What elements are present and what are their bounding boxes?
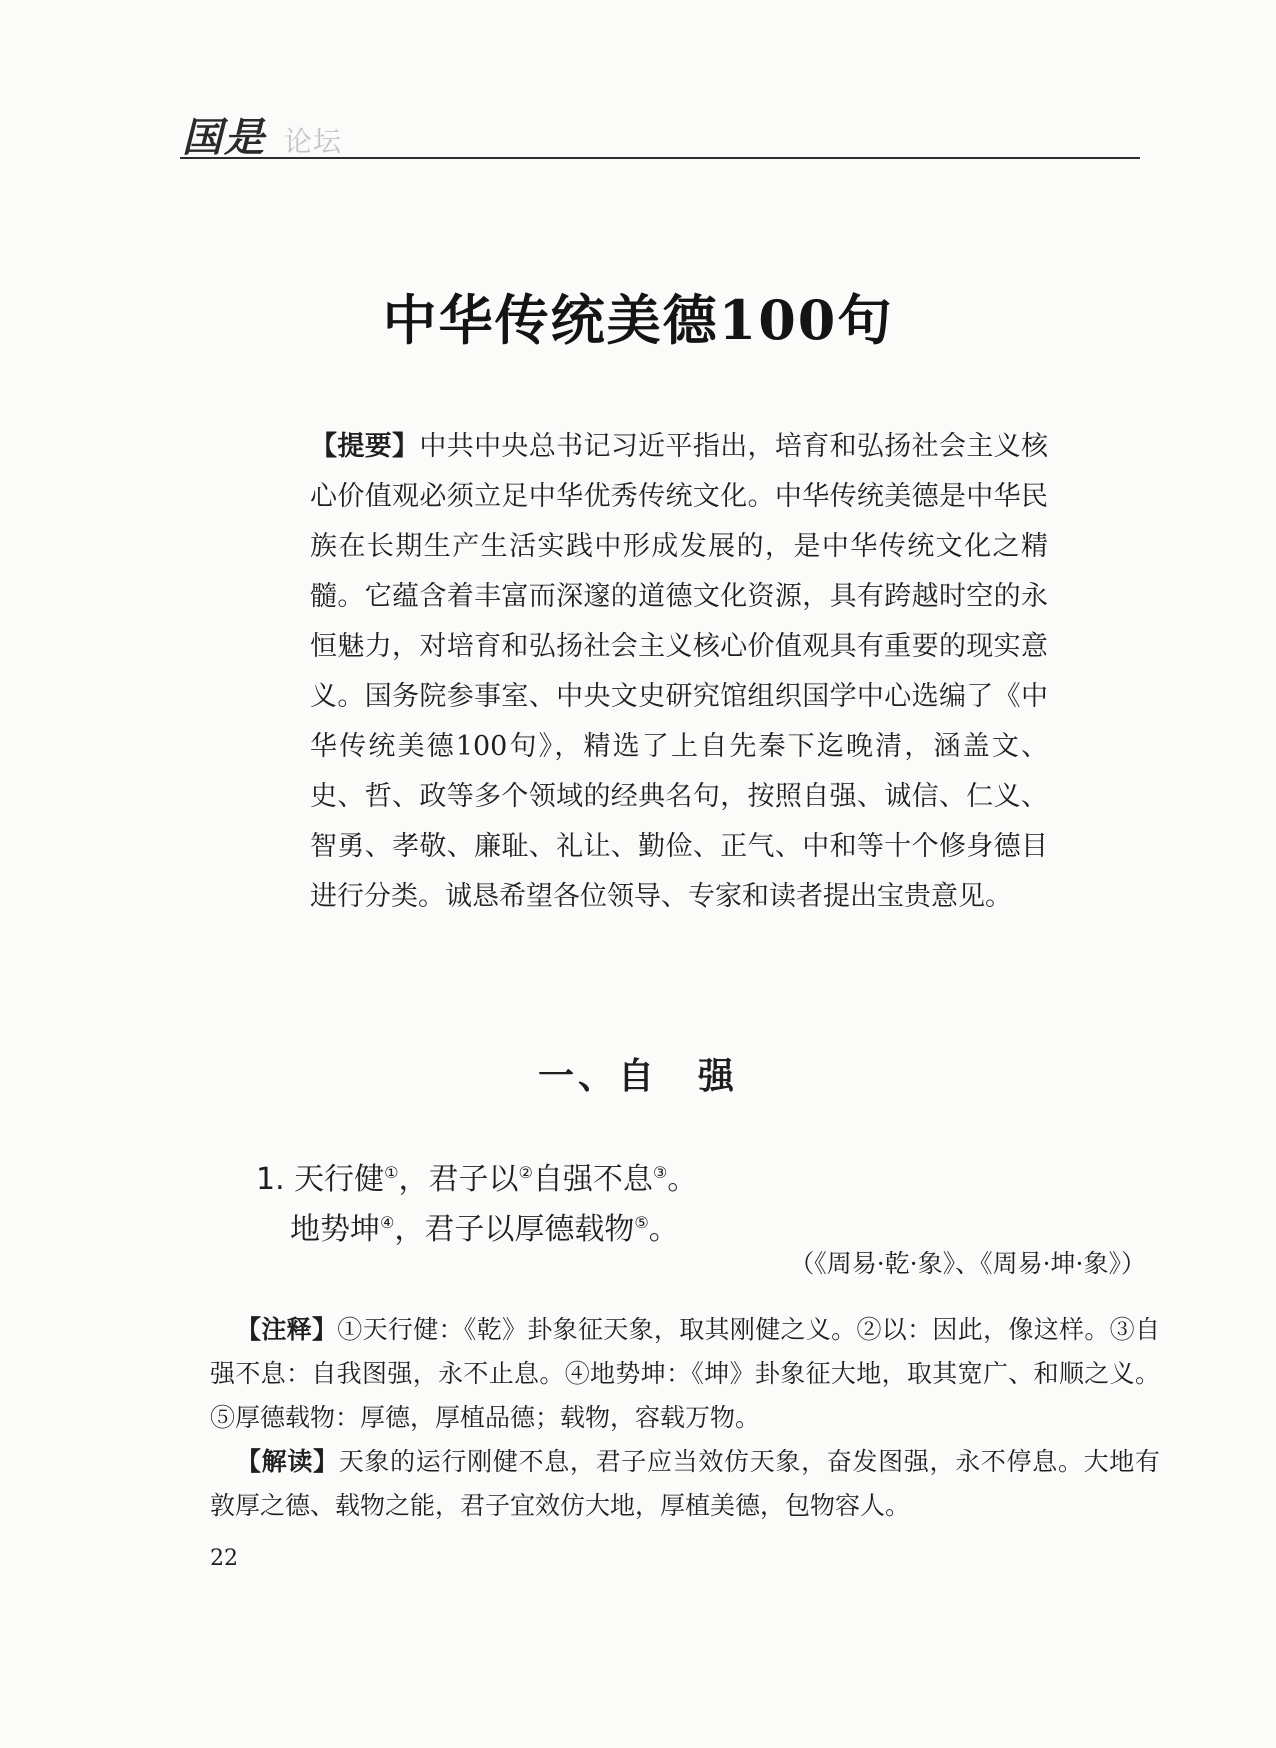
quote-line-1-part-3: 自强不息 [532,1162,653,1197]
page-header [180,100,1140,160]
quote-line-2-part-3: 。 [648,1212,679,1247]
footnote-marker-3: ③ [652,1163,668,1182]
header-logo: 国是 [182,114,266,161]
interpretation-tag: 【解读】 [236,1447,339,1476]
quote-line-1-part-2: ，君子以 [398,1162,519,1197]
annotation-text: ①天行健：《乾》卦象征天象，取其刚健之义。②以：因此，像这样。③自强不息：自我图强，永不止息。④地势坤：《坤》卦象征大地，取其宽广、和顺之义。⑤厚德载物：厚德，厚植品德；载物，容载万物。 [210,1315,1160,1432]
section-heading: 一、自 强 [537,1055,738,1097]
footnote-marker-5: ⑤ [634,1213,649,1232]
page-number: 22 [210,1546,238,1571]
header-faint-text: 论坛 [284,125,343,158]
abstract-text: 中共中央总书记习近平指出，培育和弘扬社会主义核心价值观必须立足中华优秀传统文化。中华传统美德是中华民族在长期生产生活实践中形成发展的，是中华传统文化之精髓。它蕴含着丰富而深邃的道德文化资源，具有跨越时空的永恒魅力，对培育和弘扬社会主义核心价值观具有重要的现实意义。国务院参事室、中央文史研究馆组织国学中心选编了《中华传统美德100句》，精选了上自先秦下迄晚清，涵盖文、史、哲、政等多个领域的经典名句，按照自强、诚信、仁义、智勇、孝敬、廉耻、礼让、勤俭、正气、中和等十个修身德目进行分类。诚恳希望各位领导、专家和读者提出宝贵意见。 [310,431,1049,912]
quote-line-2-part-2: ，君子以厚德载物 [394,1212,635,1247]
interpretation-text: 天象的运行刚健不息，君子应当效仿天象，奋发图强，永不停息。大地有敦厚之德、载物之能，君子宜效仿大地，厚植美德，包物容人。 [210,1447,1160,1520]
abstract-paragraph [310,422,1048,922]
quote-line-2-part-1: 地势坤 [290,1212,380,1247]
footnote-marker-2: ② [518,1163,533,1182]
annotation-paragraph [210,1308,1160,1440]
quote-line-1-part-4: 。 [667,1162,698,1197]
quote-source: （《周易·乾·象》、《周易·坤·象》） [789,1249,1146,1278]
annotation-tag: 【注释】 [236,1315,338,1344]
footnote-marker-4: ④ [380,1213,395,1232]
page-title: 中华传统美德100句 [382,288,894,352]
abstract-tag: 【提要】 [310,431,420,462]
header-rule [180,157,1140,159]
footnote-marker-1: ① [384,1163,399,1182]
quote-line-1-part-1: 1. 天行健 [256,1162,385,1197]
interpretation-paragraph [210,1440,1160,1528]
quote-line-1 [256,1150,1196,1203]
